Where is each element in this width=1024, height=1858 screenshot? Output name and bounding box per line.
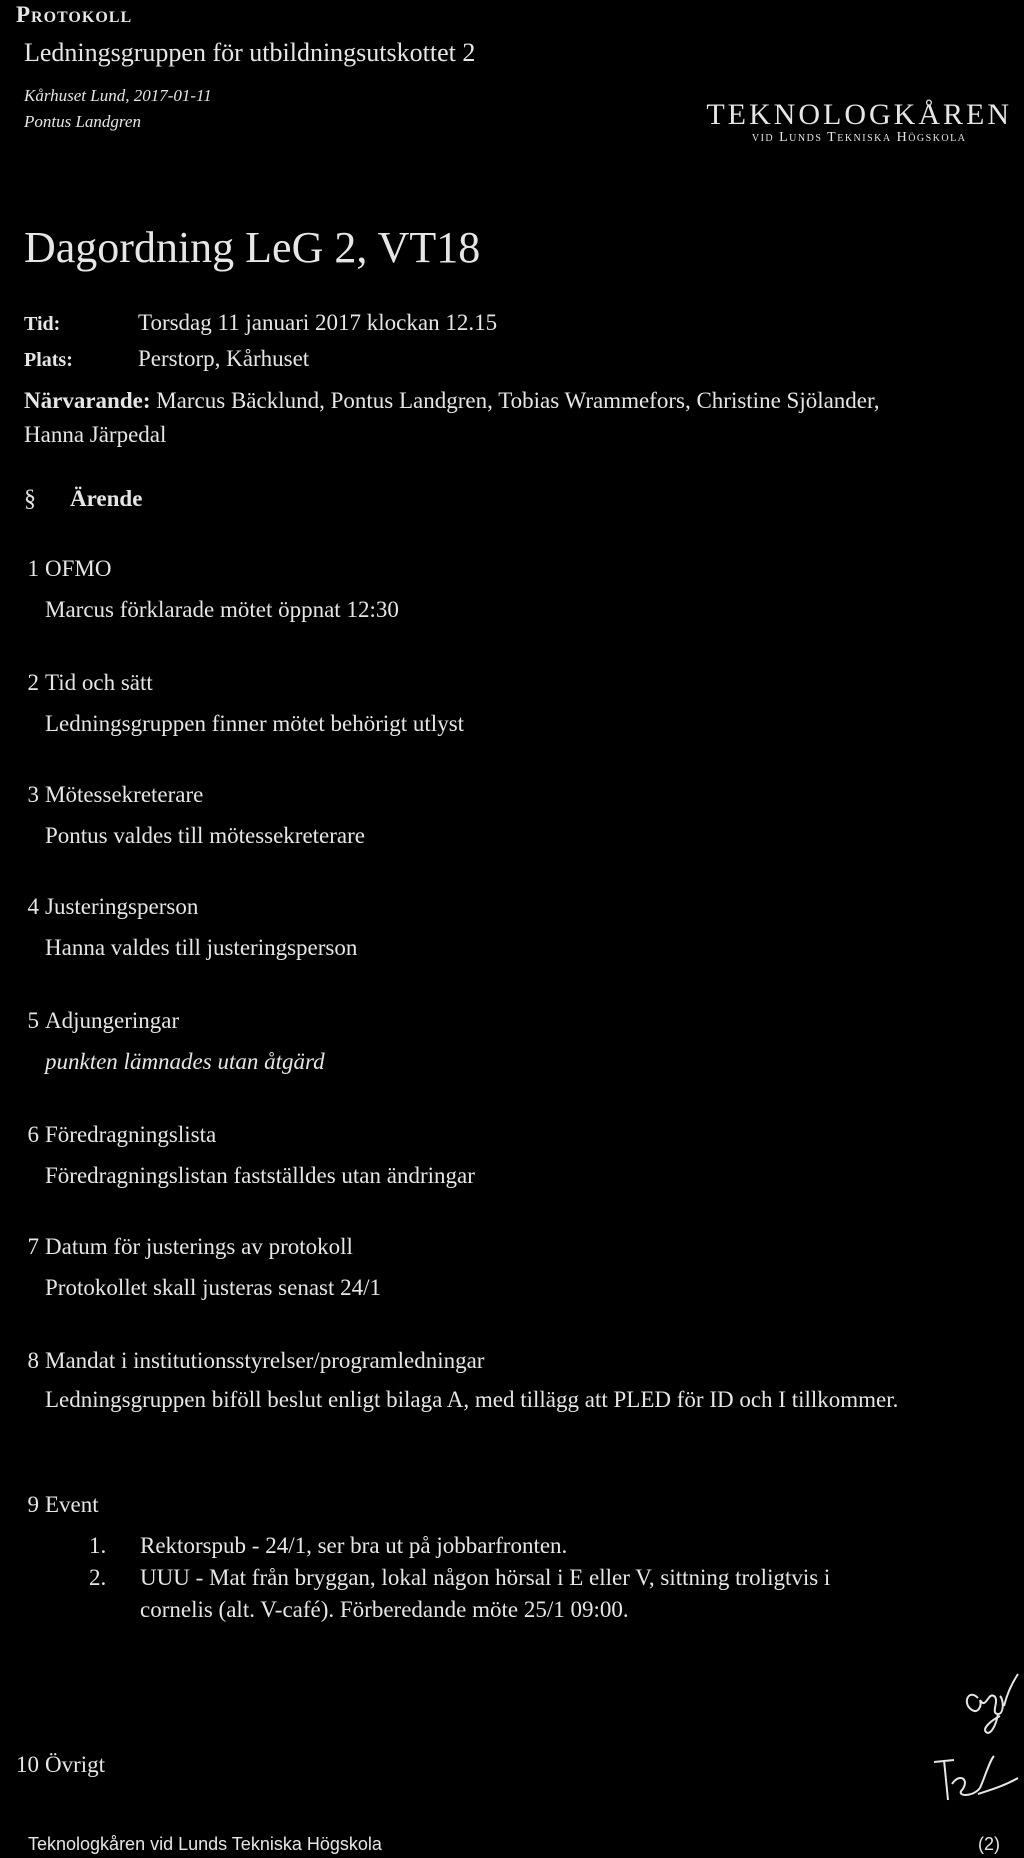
item-number: 3 (27, 782, 39, 807)
list-item (0, 556, 1024, 626)
list-item (0, 1348, 1024, 1458)
item-title: Datum för justerings av protokoll (45, 1234, 353, 1259)
list-item (0, 894, 1024, 964)
item-title: Adjungeringar (45, 1008, 180, 1033)
author: Pontus Landgren (24, 112, 141, 131)
item-text: Marcus förklarade mötet öppnat 12:30 (45, 597, 399, 622)
item-number: 2 (27, 670, 39, 695)
item-number: 6 (27, 1122, 39, 1147)
info-plats (24, 346, 309, 372)
document-subtitle: Ledningsgruppen för utbildningsutskottet 2 (24, 38, 476, 67)
info-narvarande-cont: Hanna Järpedal (24, 422, 167, 447)
event-number: 1. (89, 1533, 107, 1558)
item-text: punkten lämnades utan åtgärd (45, 1049, 325, 1074)
list-item (0, 1008, 1024, 1078)
item-title: Event (45, 1492, 99, 1517)
item-text: Pontus valdes till mötessekreterare (45, 823, 366, 848)
info-tid (24, 310, 497, 336)
item-number: 9 (27, 1492, 39, 1517)
list-item (0, 1122, 1024, 1192)
item-title: Övrigt (45, 1752, 106, 1777)
organization-logo (706, 98, 1012, 146)
narvarande-label: Närvarande: (24, 388, 151, 413)
plats-label: Plats: (24, 349, 73, 371)
item-title: OFMO (45, 556, 112, 581)
section-symbol: § (24, 486, 36, 512)
item-number: 10 (16, 1752, 39, 1777)
item-text: Föredragningslistan fastställdes utan ändringar (45, 1163, 475, 1188)
list-item (0, 1234, 1024, 1304)
event-number: 2. (89, 1565, 107, 1590)
page-number: (2) (978, 1834, 1000, 1854)
event-list-item (0, 1530, 900, 1562)
place-date: Kårhuset Lund, 2017-01-11 (24, 86, 212, 105)
event-text: UUU - Mat från bryggan, lokal någon hörsal i E eller V, sittning troligtvis i cornelis (alt. V-café). Förberedande möte 25/1 09:00. (140, 1565, 831, 1622)
item-title: Föredragningslista (45, 1122, 217, 1147)
org-subname: vid Lunds Tekniska Högskola (751, 130, 967, 145)
item-title: Mötessekreterare (45, 782, 204, 807)
item-title: Tid och sätt (45, 670, 153, 695)
item-text: Hanna valdes till justeringsperson (45, 935, 358, 960)
plats-value: Perstorp, Kårhuset (138, 346, 310, 371)
event-text: Rektorspub - 24/1, ser bra ut på jobbarfronten. (140, 1533, 568, 1558)
item-text: Ledningsgruppen biföll beslut enligt bilaga A, med tillägg att PLED för ID och I tillkommer. (45, 1387, 899, 1412)
item-title: Justeringsperson (45, 894, 199, 919)
info-narvarande (24, 388, 880, 414)
tid-value: Torsdag 11 januari 2017 klockan 12.15 (138, 310, 498, 335)
tid-label: Tid: (24, 313, 61, 335)
narvarande-value: Marcus Bäcklund, Pontus Landgren, Tobias Wrammefors, Christine Sjölander, (156, 388, 880, 413)
item-text: Ledningsgruppen finner mötet behörigt utlyst (45, 711, 465, 736)
list-item (0, 1752, 1024, 1792)
org-name: TEKNOLOGKÅREN (706, 98, 1012, 131)
event-list-item (0, 1562, 900, 1626)
item-number: 7 (27, 1234, 39, 1259)
section-title: Ärende (70, 486, 143, 511)
item-text: Protokollet skall justeras senast 24/1 (45, 1275, 382, 1300)
list-item (0, 1492, 1024, 1642)
list-item (0, 782, 1024, 852)
item-number: 4 (27, 894, 39, 919)
item-number: 5 (27, 1008, 39, 1033)
item-number: 1 (27, 556, 39, 581)
document-type: Protokoll (16, 2, 133, 27)
signature-initials-2 (930, 1750, 1020, 1810)
footer-org: Teknologkåren vid Lunds Tekniska Högskola (28, 1834, 382, 1854)
item-title: Mandat i institutionsstyrelser/programledningar (45, 1348, 485, 1373)
page-title: Dagordning LeG 2, VT18 (24, 223, 481, 272)
event-list (0, 1530, 900, 1626)
signature-initials-1 (960, 1670, 1020, 1740)
item-number: 8 (27, 1348, 39, 1373)
list-item (0, 670, 1024, 740)
